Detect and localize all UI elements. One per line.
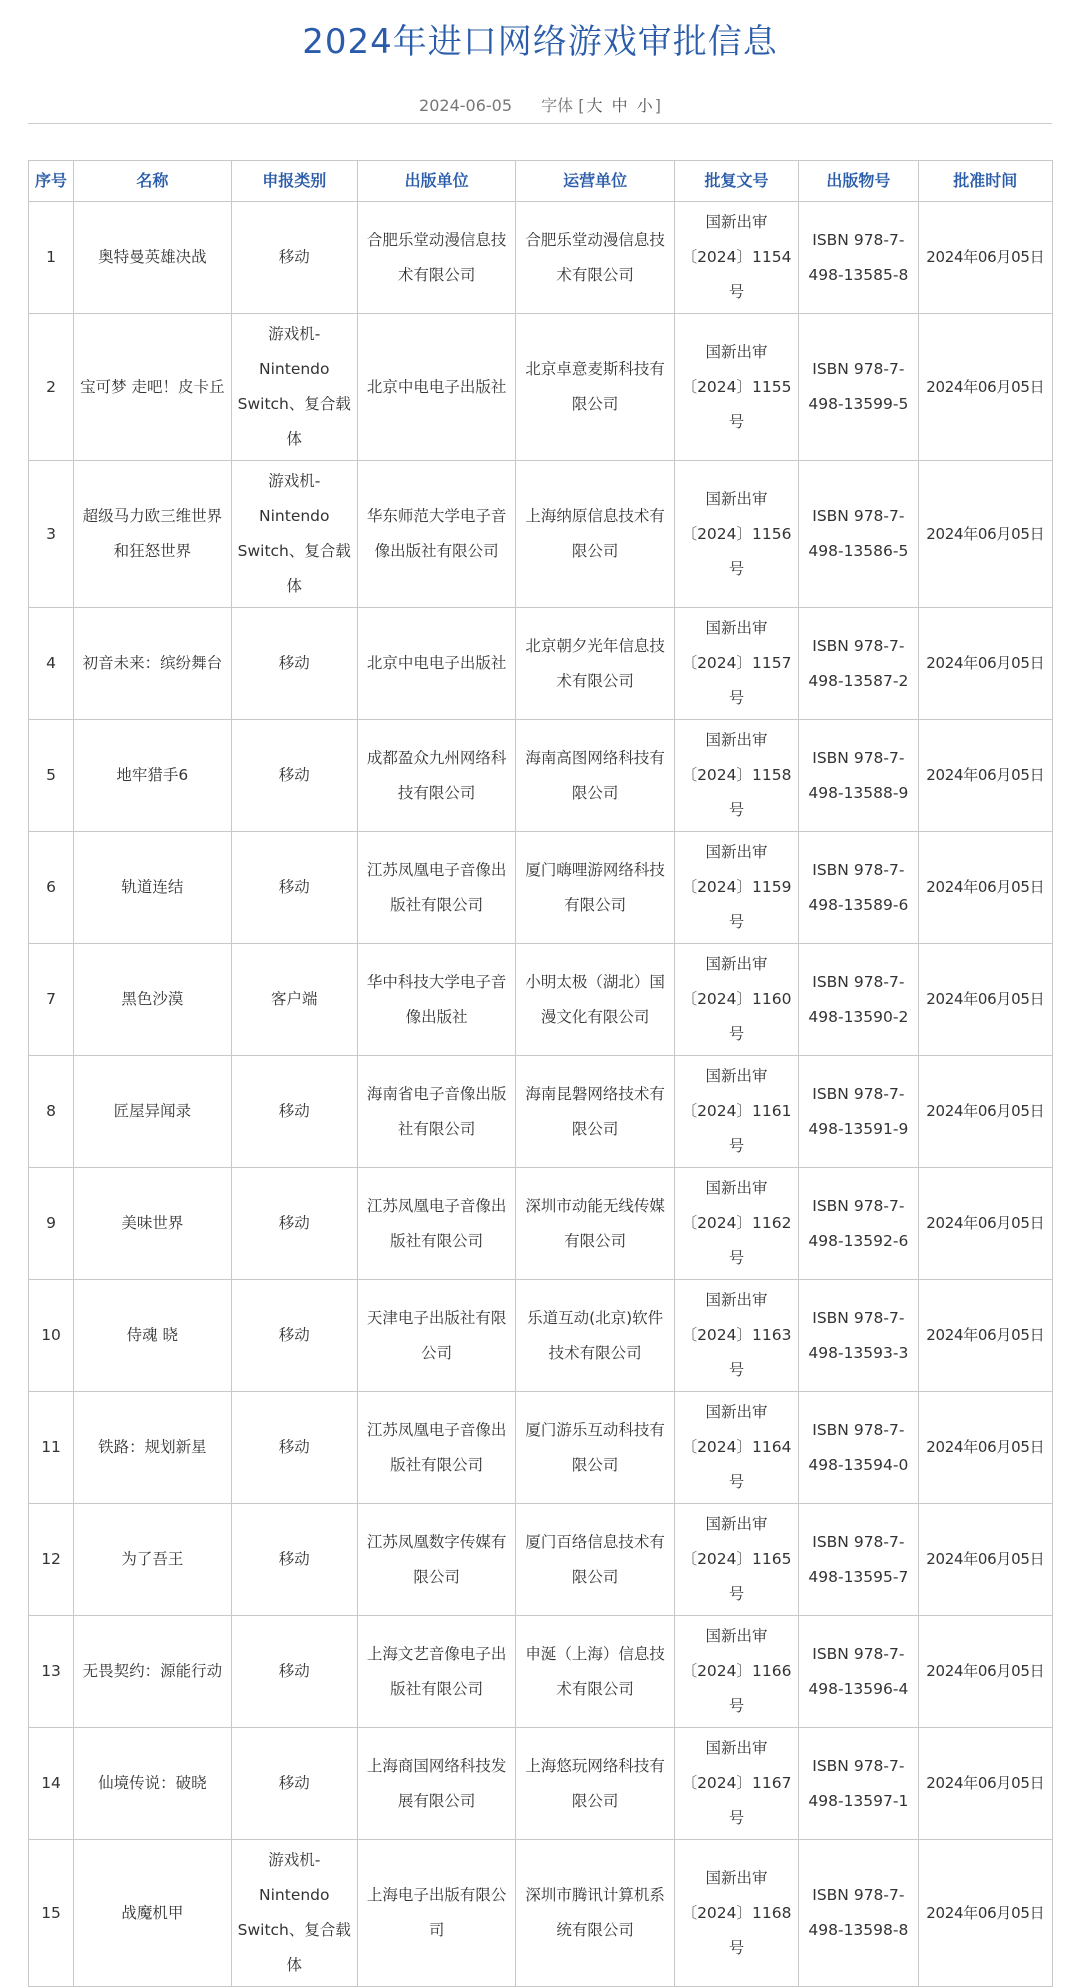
table-row — [29, 608, 1053, 720]
header-time: 批准时间 — [918, 161, 1052, 202]
cell-type: 移动 — [231, 1280, 357, 1392]
bracket-open: [ — [578, 96, 585, 115]
cell-operator: 小明太极（湖北）国漫文化有限公司 — [516, 944, 674, 1056]
bracket-close: ] — [654, 96, 661, 115]
cell-time: 2024年06月05日 — [918, 1056, 1052, 1168]
cell-approval: 国新出审〔2024〕1156号 — [674, 461, 798, 608]
header-operator: 运营单位 — [516, 161, 674, 202]
cell-approval: 国新出审〔2024〕1155号 — [674, 314, 798, 461]
cell-time: 2024年06月05日 — [918, 720, 1052, 832]
cell-no: 11 — [29, 1392, 74, 1504]
header-name: 名称 — [74, 161, 231, 202]
cell-publisher: 北京中电电子出版社 — [357, 314, 515, 461]
cell-type: 移动 — [231, 1504, 357, 1616]
cell-name: 奥特曼英雄决战 — [74, 202, 231, 314]
cell-time: 2024年06月05日 — [918, 1392, 1052, 1504]
cell-name: 无畏契约：源能行动 — [74, 1616, 231, 1728]
page-title: 2024年进口网络游戏审批信息 — [302, 22, 778, 62]
cell-type: 移动 — [231, 202, 357, 314]
table-row — [29, 1728, 1053, 1840]
cell-isbn: ISBN 978-7-498-13587-2 — [799, 608, 918, 720]
cell-time: 2024年06月05日 — [918, 1616, 1052, 1728]
cell-name: 为了吾王 — [74, 1504, 231, 1616]
cell-time: 2024年06月05日 — [918, 1504, 1052, 1616]
cell-no: 13 — [29, 1616, 74, 1728]
cell-name: 铁路：规划新星 — [74, 1392, 231, 1504]
font-size-small-link[interactable]: 小 — [636, 96, 653, 115]
cell-name: 地牢猎手6 — [74, 720, 231, 832]
cell-operator: 深圳市腾讯计算机系统有限公司 — [516, 1840, 674, 1987]
header-type: 申报类别 — [231, 161, 357, 202]
cell-time: 2024年06月05日 — [918, 1168, 1052, 1280]
cell-operator: 北京朝夕光年信息技术有限公司 — [516, 608, 674, 720]
cell-isbn: ISBN 978-7-498-13597-1 — [799, 1728, 918, 1840]
cell-operator: 上海悠玩网络科技有限公司 — [516, 1728, 674, 1840]
title-divider — [28, 123, 1052, 124]
table-row — [29, 944, 1053, 1056]
cell-publisher: 天津电子出版社有限公司 — [357, 1280, 515, 1392]
cell-isbn: ISBN 978-7-498-13589-6 — [799, 832, 918, 944]
cell-approval: 国新出审〔2024〕1161号 — [674, 1056, 798, 1168]
cell-name: 宝可梦 走吧！皮卡丘 — [74, 314, 231, 461]
table-row — [29, 832, 1053, 944]
table-row — [29, 1056, 1053, 1168]
table-row — [29, 1392, 1053, 1504]
cell-type: 移动 — [231, 1728, 357, 1840]
cell-isbn: ISBN 978-7-498-13593-3 — [799, 1280, 918, 1392]
cell-type: 移动 — [231, 832, 357, 944]
header-approval: 批复文号 — [674, 161, 798, 202]
cell-type: 游戏机-Nintendo Switch、复合载体 — [231, 314, 357, 461]
cell-publisher: 江苏凤凰数字传媒有限公司 — [357, 1504, 515, 1616]
cell-approval: 国新出审〔2024〕1159号 — [674, 832, 798, 944]
cell-operator: 深圳市动能无线传媒有限公司 — [516, 1168, 674, 1280]
font-size-medium-link[interactable]: 中 — [611, 96, 628, 115]
cell-publisher: 江苏凤凰电子音像出版社有限公司 — [357, 1392, 515, 1504]
cell-no: 1 — [29, 202, 74, 314]
cell-approval: 国新出审〔2024〕1165号 — [674, 1504, 798, 1616]
cell-operator: 合肥乐堂动漫信息技术有限公司 — [516, 202, 674, 314]
cell-isbn: ISBN 978-7-498-13592-6 — [799, 1168, 918, 1280]
cell-no: 6 — [29, 832, 74, 944]
cell-publisher: 北京中电电子出版社 — [357, 608, 515, 720]
cell-no: 9 — [29, 1168, 74, 1280]
approval-table — [28, 160, 1053, 1987]
cell-approval: 国新出审〔2024〕1160号 — [674, 944, 798, 1056]
cell-approval: 国新出审〔2024〕1158号 — [674, 720, 798, 832]
cell-type: 游戏机-Nintendo Switch、复合载体 — [231, 1840, 357, 1987]
cell-name: 超级马力欧三维世界和狂怒世界 — [74, 461, 231, 608]
cell-time: 2024年06月05日 — [918, 202, 1052, 314]
cell-isbn: ISBN 978-7-498-13586-5 — [799, 461, 918, 608]
cell-no: 10 — [29, 1280, 74, 1392]
cell-no: 15 — [29, 1840, 74, 1987]
cell-name: 仙境传说：破晓 — [74, 1728, 231, 1840]
table-row — [29, 1840, 1053, 1987]
cell-time: 2024年06月05日 — [918, 314, 1052, 461]
cell-publisher: 上海电子出版有限公司 — [357, 1840, 515, 1987]
cell-approval: 国新出审〔2024〕1168号 — [674, 1840, 798, 1987]
publish-date: 2024-06-05 — [419, 96, 513, 115]
cell-type: 移动 — [231, 1392, 357, 1504]
cell-type: 游戏机-Nintendo Switch、复合载体 — [231, 461, 357, 608]
cell-approval: 国新出审〔2024〕1154号 — [674, 202, 798, 314]
cell-time: 2024年06月05日 — [918, 944, 1052, 1056]
cell-publisher: 江苏凤凰电子音像出版社有限公司 — [357, 832, 515, 944]
header-no: 序号 — [29, 161, 74, 202]
table-row — [29, 314, 1053, 461]
cell-operator: 厦门百络信息技术有限公司 — [516, 1504, 674, 1616]
cell-isbn: ISBN 978-7-498-13591-9 — [799, 1056, 918, 1168]
table-row — [29, 1616, 1053, 1728]
cell-name: 轨道连结 — [74, 832, 231, 944]
cell-type: 移动 — [231, 608, 357, 720]
cell-operator: 海南高图网络科技有限公司 — [516, 720, 674, 832]
cell-no: 4 — [29, 608, 74, 720]
cell-publisher: 上海商国网络科技发展有限公司 — [357, 1728, 515, 1840]
cell-type: 移动 — [231, 1056, 357, 1168]
cell-publisher: 合肥乐堂动漫信息技术有限公司 — [357, 202, 515, 314]
cell-isbn: ISBN 978-7-498-13599-5 — [799, 314, 918, 461]
cell-approval: 国新出审〔2024〕1164号 — [674, 1392, 798, 1504]
cell-isbn: ISBN 978-7-498-13595-7 — [799, 1504, 918, 1616]
cell-time: 2024年06月05日 — [918, 461, 1052, 608]
table-row — [29, 461, 1053, 608]
cell-time: 2024年06月05日 — [918, 1280, 1052, 1392]
cell-no: 7 — [29, 944, 74, 1056]
cell-time: 2024年06月05日 — [918, 832, 1052, 944]
cell-type: 客户端 — [231, 944, 357, 1056]
cell-approval: 国新出审〔2024〕1157号 — [674, 608, 798, 720]
cell-no: 5 — [29, 720, 74, 832]
header-isbn: 出版物号 — [799, 161, 918, 202]
font-size-large-link[interactable]: 大 — [586, 96, 603, 115]
cell-type: 移动 — [231, 720, 357, 832]
cell-no: 14 — [29, 1728, 74, 1840]
cell-publisher: 海南省电子音像出版社有限公司 — [357, 1056, 515, 1168]
cell-name: 初音未来：缤纷舞台 — [74, 608, 231, 720]
font-size-label: 字体 — [541, 96, 574, 115]
cell-time: 2024年06月05日 — [918, 1728, 1052, 1840]
table-header-row — [29, 161, 1053, 202]
cell-no: 2 — [29, 314, 74, 461]
cell-operator: 乐道互动(北京)软件技术有限公司 — [516, 1280, 674, 1392]
cell-approval: 国新出审〔2024〕1166号 — [674, 1616, 798, 1728]
cell-no: 12 — [29, 1504, 74, 1616]
cell-isbn: ISBN 978-7-498-13588-9 — [799, 720, 918, 832]
cell-publisher: 华中科技大学电子音像出版社 — [357, 944, 515, 1056]
cell-isbn: ISBN 978-7-498-13594-0 — [799, 1392, 918, 1504]
cell-publisher: 成都盈众九州网络科技有限公司 — [357, 720, 515, 832]
cell-isbn: ISBN 978-7-498-13585-8 — [799, 202, 918, 314]
cell-type: 移动 — [231, 1168, 357, 1280]
cell-isbn: ISBN 978-7-498-13596-4 — [799, 1616, 918, 1728]
cell-operator: 海南昆磐网络技术有限公司 — [516, 1056, 674, 1168]
cell-isbn: ISBN 978-7-498-13590-2 — [799, 944, 918, 1056]
cell-name: 匠屋异闻录 — [74, 1056, 231, 1168]
cell-no: 8 — [29, 1056, 74, 1168]
cell-approval: 国新出审〔2024〕1167号 — [674, 1728, 798, 1840]
cell-publisher: 上海文艺音像电子出版社有限公司 — [357, 1616, 515, 1728]
cell-no: 3 — [29, 461, 74, 608]
table-row — [29, 1168, 1053, 1280]
cell-time: 2024年06月05日 — [918, 1840, 1052, 1987]
cell-operator: 上海纳原信息技术有限公司 — [516, 461, 674, 608]
table-row — [29, 1504, 1053, 1616]
cell-isbn: ISBN 978-7-498-13598-8 — [799, 1840, 918, 1987]
cell-approval: 国新出审〔2024〕1162号 — [674, 1168, 798, 1280]
cell-operator: 北京卓意麦斯科技有限公司 — [516, 314, 674, 461]
table-row — [29, 1280, 1053, 1392]
table-row — [29, 202, 1053, 314]
cell-publisher: 江苏凤凰电子音像出版社有限公司 — [357, 1168, 515, 1280]
header-publisher: 出版单位 — [357, 161, 515, 202]
cell-name: 美味世界 — [74, 1168, 231, 1280]
cell-publisher: 华东师范大学电子音像出版社有限公司 — [357, 461, 515, 608]
cell-operator: 申涎（上海）信息技术有限公司 — [516, 1616, 674, 1728]
cell-type: 移动 — [231, 1616, 357, 1728]
cell-operator: 厦门嗨哩游网络科技有限公司 — [516, 832, 674, 944]
cell-name: 黑色沙漠 — [74, 944, 231, 1056]
article-meta — [0, 94, 1080, 118]
cell-operator: 厦门游乐互动科技有限公司 — [516, 1392, 674, 1504]
table-row — [29, 720, 1053, 832]
cell-approval: 国新出审〔2024〕1163号 — [674, 1280, 798, 1392]
cell-name: 战魔机甲 — [74, 1840, 231, 1987]
cell-name: 侍魂 晓 — [74, 1280, 231, 1392]
cell-time: 2024年06月05日 — [918, 608, 1052, 720]
